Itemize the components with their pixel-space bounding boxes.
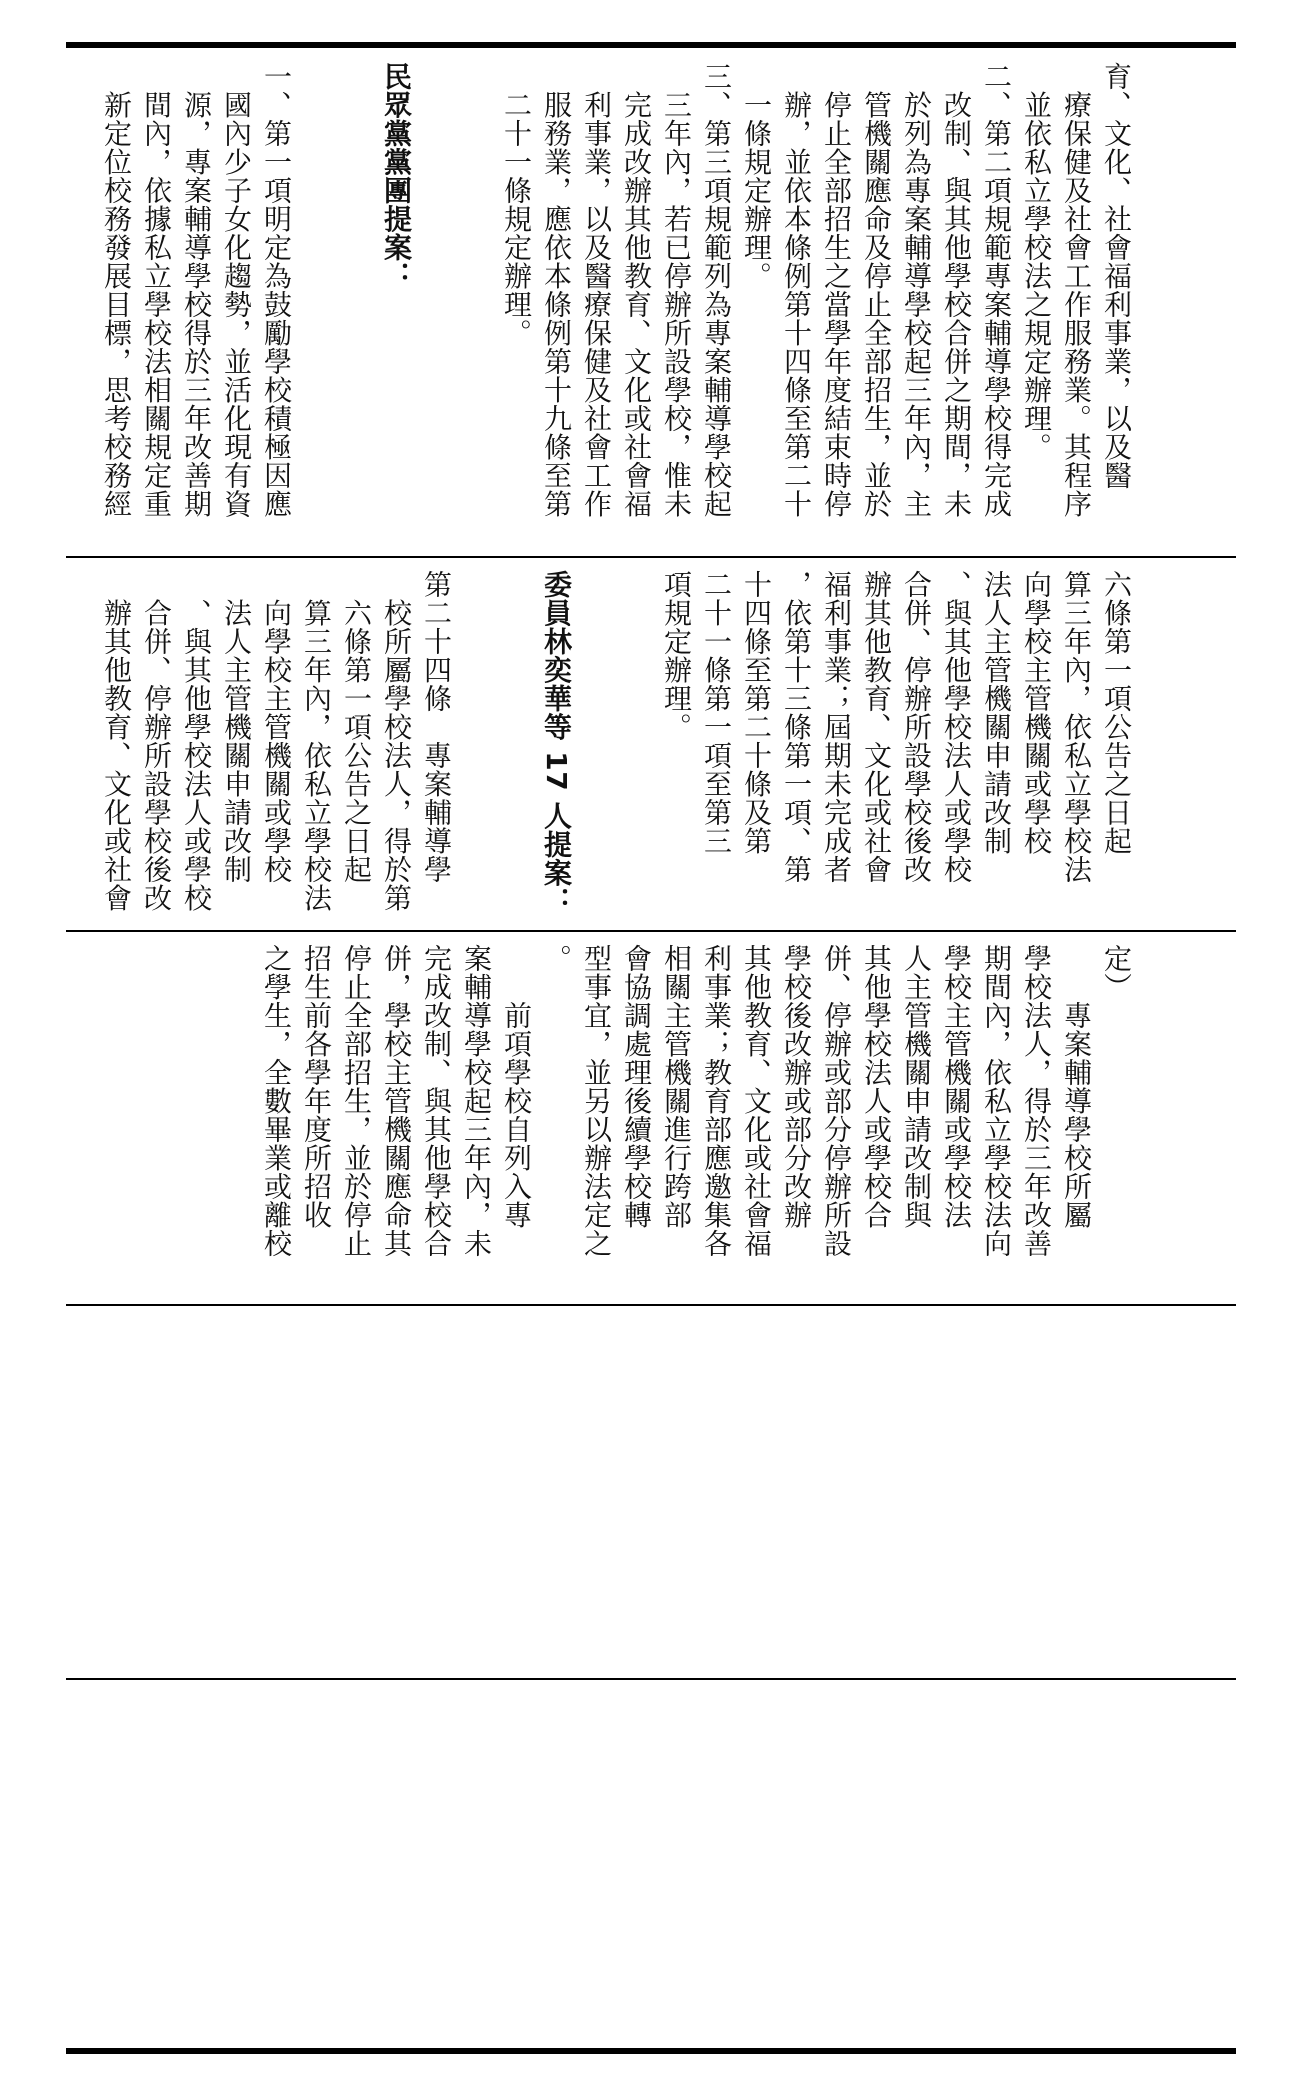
column-2-paragraph-2: 第二十四條 專案輔導學 校所屬學校法人，得於第 六條第一項公告之日起 算三年內，依私立學校法 向學校主管機關或學校 法人主管機關申請改制 、與其他學校法人或學校 合併、停辦所設學校後改 辦其他教育、文化或社會: [100, 570, 453, 912]
column-3-text: [176, 944, 1216, 1294]
column-3-paragraph-1: 定） 專案輔導學校所屬 學校法人，得於三年改善 期間內，依私立學校法向 學校主管機關或學校法 人主管機關申請改制與 其他學校法人或學校合 併、停辦或部分停辦所設 學校後改辦或部分改辦 其他教育、文化或社會福 利事業；教育部應邀集各 相關主管機關進行跨部 會協調處理後續學校轉 型事宜，並另以辦法定之 。 前項學校自列入專 案輔導學校起三年內，未 完成改制、與其他學校合 併，學校主管機關應命其 停止全部招生，並於停止 招生前各學年度所招收 之學生，全數畢業或離校: [260, 944, 1133, 1258]
empty-column-4: [66, 1306, 1236, 1678]
text-column-1: [66, 48, 1236, 556]
bottom-border-rule: [66, 2048, 1236, 2054]
column-1-paragraph-1: 育、文化、社會福利事業，以及醫 療保健及社會工作服務業。其程序 並依私立學校法之規定辦理。 二、第二項規範專案輔導學校得完成 改制、與其他學校合併之期間，未 於列為專案輔導學校起三年內，主 管機關應命及停止全部招生，並於 停止全部招生之當學年度結束時停 辦，並依本條例第十四條至第二十 一條規定辦理。 三、第三項規範列為專案輔導學校起 三年內，若已停辦所設學校，惟未 完成改辦其他教育、文化或社會福 利事業，以及醫療保健及社會工作 服務業，應依本條例第十九條至第 二十一條規定辦理。: [500, 62, 1133, 518]
column-1-heading-party-proposal: 民眾黨黨團提案：: [380, 62, 413, 290]
empty-column-5: [66, 1680, 1236, 2048]
column-2-text: [66, 570, 1216, 920]
text-column-2: [66, 558, 1236, 930]
column-2-heading-member-proposal: 委員林奕華等 17 人提案：: [540, 570, 573, 916]
text-column-3: [66, 932, 1236, 1304]
column-1-text: [66, 62, 1216, 546]
column-1-paragraph-2: 一、第一項明定為鼓勵學校積極因應 國內少子女化趨勢，並活化現有資 源，專案輔導學校得於三年改善期 間內，依據私立學校法相關規定重 新定位校務發展目標，思考校務經: [100, 62, 293, 518]
column-2-paragraph-1: 六條第一項公告之日起 算三年內，依私立學校法 向學校主管機關或學校 法人主管機關申請改制 、與其他學校法人或學校 合併、停辦所設學校後改 辦其他教育、文化或社會 福利事業；屆期未完成者 ，依第十三條第一項、第 十四條至第二十條及第 二十一條第一項至第三 項規定辦理。: [660, 570, 1133, 884]
